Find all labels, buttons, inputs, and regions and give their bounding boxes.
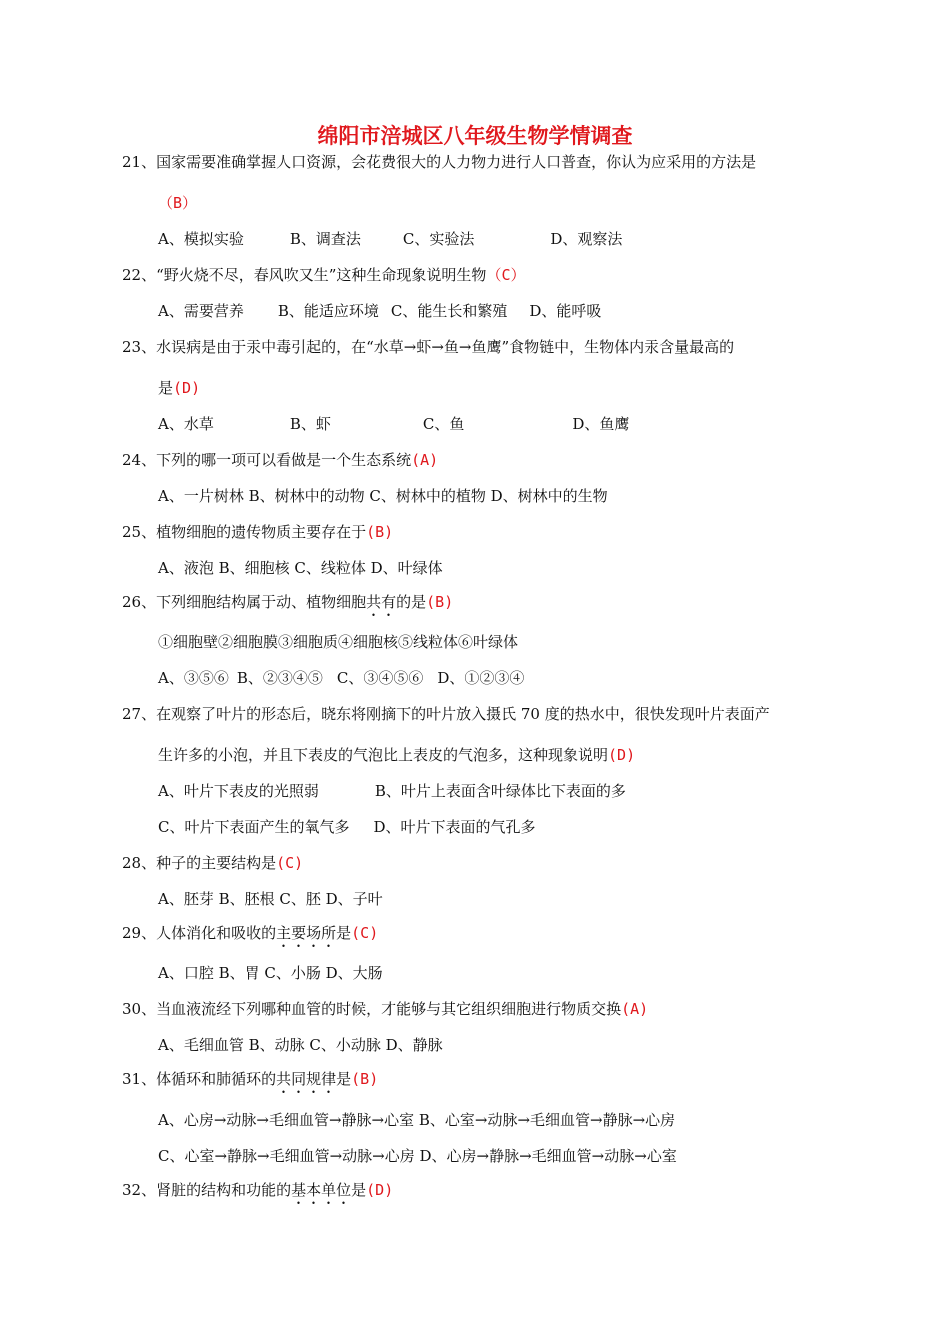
options-24: A、一片树林 B、树林中的动物 C、树林中的植物 D、树林中的生物 [158, 487, 608, 505]
answer-25: (B) [366, 523, 394, 541]
question-22 [122, 265, 525, 285]
question-number: 27、 [122, 705, 157, 723]
question-number: 29、 [122, 924, 157, 942]
options-28: A、胚芽 B、胚根 C、胚 D、子叶 [158, 890, 383, 908]
answer-21: （B） [158, 194, 198, 212]
question-text: 是 [351, 1181, 367, 1199]
options-23 [158, 414, 629, 434]
question-23 [122, 337, 734, 357]
answer-26: (B) [426, 593, 454, 611]
option-b: B、虾 [289, 415, 331, 433]
question-number: 30、 [122, 1000, 157, 1018]
answer-24: (A) [411, 451, 439, 469]
question-32 [122, 1180, 393, 1208]
option-a: A、叶片下表皮的光照弱 [158, 782, 319, 800]
question-28 [122, 853, 303, 873]
question-number: 25、 [122, 523, 157, 541]
question-text: 当血液流经下列哪种血管的时候，才能够与其它组织细胞进行物质交换 [156, 1000, 622, 1018]
option-b: B、②③④⑤ [236, 669, 323, 687]
question-27-cont [158, 745, 635, 765]
question-text: 体循环和肺循环的 [156, 1070, 277, 1088]
question-number: 26、 [122, 593, 157, 611]
option-a: A、③⑤⑥ [158, 669, 229, 687]
option-a: A、水草 [158, 415, 214, 433]
question-number: 28、 [122, 854, 157, 872]
question-text: 种子的主要结构是 [156, 854, 277, 872]
option-d: D、叶片下表面的气孔多 [373, 818, 536, 836]
options-25: A、液泡 B、细胞核 C、线粒体 D、叶绿体 [158, 559, 443, 577]
options-27-cd [158, 817, 536, 837]
question-text: 是 [336, 924, 352, 942]
option-b: B、能适应环境 [277, 302, 379, 320]
options-31-ab: A、心房→动脉→毛细血管→静脉→心室 B、心室→动脉→毛细血管→静脉→心房 [158, 1111, 676, 1129]
question-29 [122, 923, 378, 951]
options-21 [158, 229, 622, 249]
question-text: “野火烧不尽，春风吹又生”这种生命现象说明生物 [156, 266, 487, 284]
question-text: 肾脏的结构和功能的 [156, 1181, 292, 1199]
question-30 [122, 999, 648, 1019]
option-c: C、实验法 [402, 230, 475, 248]
emphasized-text: 共有 [366, 593, 397, 611]
options-31-cd: C、心室→静脉→毛细血管→动脉→心房 D、心房→静脉→毛细血管→动脉→心室 [158, 1147, 677, 1165]
emphasized-text: 基本单位 [291, 1181, 352, 1199]
question-text: 人体消化和吸收的 [156, 924, 277, 942]
option-d: D、能呼吸 [529, 302, 602, 320]
answer-22: （C） [486, 266, 526, 284]
question-text: 国家需要准确掌握人口资源，会花费很大的人力物力进行人口普查，你认为应采用的方法是 [156, 153, 757, 171]
emphasized-text: 主要场所 [276, 924, 337, 942]
question-text: 在观察了叶片的形态后，晓东将刚摘下的叶片放入摄氏 70 度的热水中，很快发现叶片表面产 [156, 705, 770, 723]
items-26: ①细胞壁②细胞膜③细胞质④细胞核⑤线粒体⑥叶绿体 [158, 633, 519, 651]
option-b: B、叶片上表面含叶绿体比下表面的多 [374, 782, 626, 800]
question-number: 31、 [122, 1070, 157, 1088]
answer-29: (C) [351, 924, 379, 942]
options-22 [158, 301, 601, 321]
option-b: B、调查法 [289, 230, 361, 248]
question-text: 生许多的小泡，并且下表皮的气泡比上表皮的气泡多，这种现象说明 [158, 746, 609, 764]
question-23-cont [158, 378, 200, 398]
option-c: C、叶片下表面产生的氧气多 [158, 818, 350, 836]
question-27 [122, 704, 770, 724]
answer-27: (D) [608, 746, 636, 764]
question-26 [122, 592, 453, 620]
question-text: 是 [336, 1070, 352, 1088]
question-24 [122, 450, 438, 470]
question-25 [122, 522, 393, 542]
options-30: A、毛细血管 B、动脉 C、小动脉 D、静脉 [158, 1036, 443, 1054]
question-number: 22、 [122, 266, 157, 284]
question-text: 水误病是由于汞中毒引起的，在“水草→虾→鱼→鱼鹰”食物链中，生物体内汞含量最高的 [156, 338, 735, 356]
answer-30: (A) [621, 1000, 649, 1018]
options-29: A、口腔 B、胃 C、小肠 D、大肠 [158, 964, 383, 982]
emphasized-text: 共同规律 [276, 1070, 337, 1088]
answer-28: (C) [276, 854, 304, 872]
answer-32: (D) [366, 1181, 394, 1199]
question-number: 21、 [122, 153, 157, 171]
option-d: D、鱼鹰 [572, 415, 630, 433]
option-d: D、观察法 [550, 230, 623, 248]
question-text: 下列的哪一项可以看做是一个生态系统 [156, 451, 412, 469]
option-c: C、能生长和繁殖 [390, 302, 508, 320]
question-text: 的是 [396, 593, 427, 611]
options-27-ab [158, 781, 626, 801]
question-21 [122, 152, 756, 172]
question-number: 32、 [122, 1181, 157, 1199]
answer-31: (B) [351, 1070, 379, 1088]
question-text: 植物细胞的遗传物质主要存在于 [156, 523, 367, 541]
answer-23: (D) [173, 379, 201, 397]
option-a: A、模拟实验 [158, 230, 244, 248]
option-c: C、③④⑤⑥ [336, 669, 424, 687]
options-26 [158, 668, 524, 688]
question-text: 是 [158, 379, 174, 397]
option-a: A、需要营养 [158, 302, 244, 320]
option-c: C、鱼 [422, 415, 465, 433]
question-text: 下列细胞结构属于动、植物细胞 [156, 593, 367, 611]
question-31 [122, 1069, 378, 1097]
page-title: 绵阳市涪城区八年级生物学情调查 [317, 124, 633, 148]
option-d: D、①②③④ [437, 669, 525, 687]
question-number: 23、 [122, 338, 157, 356]
question-number: 24、 [122, 451, 157, 469]
